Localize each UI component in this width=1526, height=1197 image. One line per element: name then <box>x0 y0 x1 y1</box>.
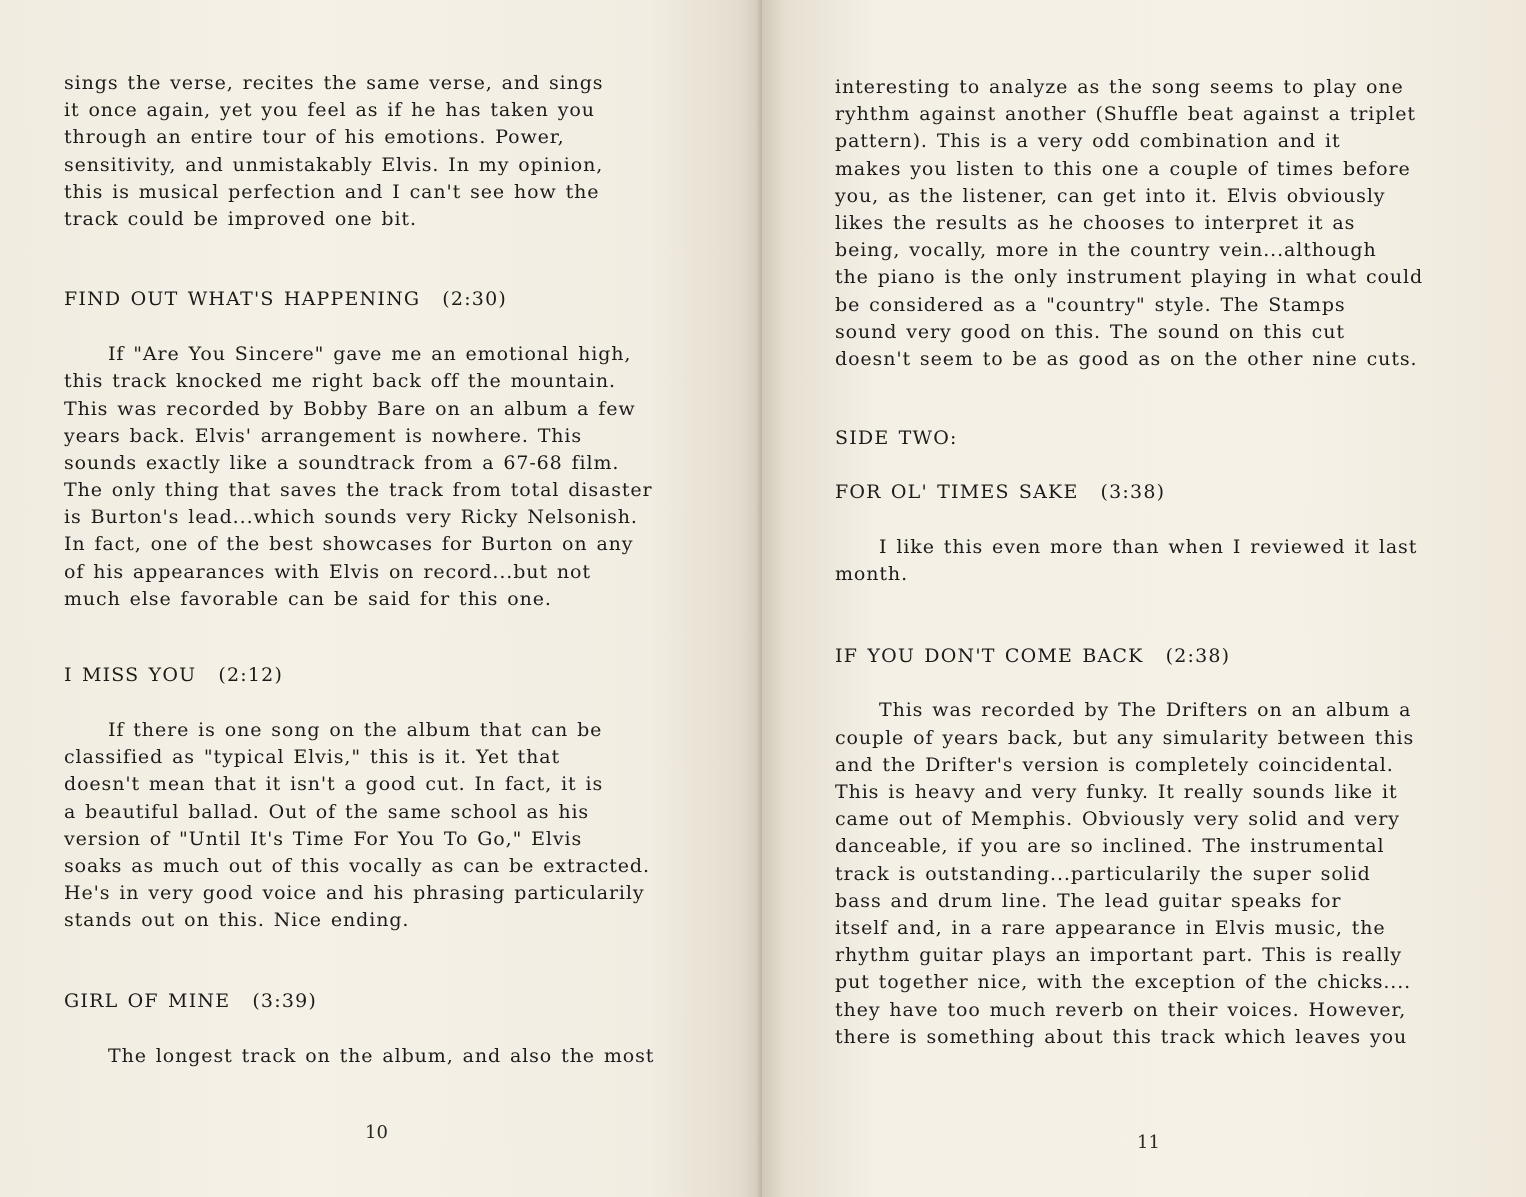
body-line: couple of years back, but any simularity between this <box>835 726 1415 749</box>
body-line: rhythm guitar plays an important part. This is really <box>835 944 1403 967</box>
body-line: stands out on this. Nice ending. <box>64 909 410 932</box>
body-line: being, vocally, more in the country vein...although <box>835 239 1377 262</box>
song-title: GIRL OF MINE <box>64 989 231 1012</box>
body-line: soaks as much out of this vocally as can be extracted. <box>64 854 650 877</box>
body-line: interesting to analyze as the song seems to play one <box>835 76 1404 98</box>
body-line: track is outstanding...particularily the super solid <box>835 862 1371 885</box>
body-line: be considered as a "country" style. The Stamps <box>835 293 1346 316</box>
body-line: itself and, in a rare appearance in Elvis music, the <box>835 916 1386 939</box>
song-duration: (3:38) <box>1100 481 1166 504</box>
body-line: If there is one song on the album that can be <box>108 719 603 741</box>
body-line: The longest track on the album, and also the most <box>108 1044 655 1067</box>
song-heading-find-out-whats-happening <box>64 286 654 313</box>
body-line: sounds exactly like a soundtrack from a 67-68 film. <box>64 451 620 474</box>
body-line: this is musical perfection and I can't see how the <box>64 180 600 203</box>
song-heading-girl-of-mine <box>64 988 654 1015</box>
body-line: the piano is the only instrument playing in what could <box>835 266 1424 289</box>
body-line: of his appearances with Elvis on record...but not <box>64 560 591 583</box>
song-heading-if-you-dont-come-back <box>835 643 1423 670</box>
body-line: they have too much reverb on their voices. However, <box>835 998 1407 1021</box>
song-heading-i-miss-you <box>64 662 654 689</box>
body-line: years back. Elvis' arrangement is nowhere. This <box>64 424 583 447</box>
song-duration: (3:39) <box>252 989 318 1012</box>
page-number: 10 <box>365 1122 388 1143</box>
song-duration: (2:30) <box>442 288 507 311</box>
body-line: sings the verse, recites the same verse, and sings <box>64 72 604 94</box>
body-line: likes the results as he chooses to interpret it as <box>835 211 1356 234</box>
body-line: you, as the listener, can get into it. Elvis obviously <box>835 184 1386 207</box>
body-line: this track knocked me right back off the mountain. <box>64 370 616 393</box>
song-title: FIND OUT WHAT'S HAPPENING <box>64 288 421 311</box>
body-line: much else favorable can be said for this one. <box>64 587 552 610</box>
body-line: This was recorded by The Drifters on an album a <box>879 699 1412 722</box>
body-line: pattern). This is a very odd combination and it <box>835 130 1341 153</box>
song-title: I MISS YOU <box>64 664 197 686</box>
body-line: month. <box>835 563 909 586</box>
body-line: danceable, if you are so inclined. The instrumental <box>835 835 1385 858</box>
body-line: it once again, yet you feel as if he has taken you <box>64 99 595 122</box>
body-line: doesn't seem to be as good as on the other nine cuts. <box>835 347 1418 370</box>
body-line: In fact, one of the best showcases for Burton on any <box>64 533 634 556</box>
body-line: is Burton's lead...which sounds very Ricky Nelsonish. <box>64 506 638 529</box>
right-page <box>762 0 1526 1197</box>
left-page-text <box>64 70 654 1070</box>
body-line: through an entire tour of his emotions. Power, <box>64 126 565 149</box>
left-page <box>0 0 762 1197</box>
body-line: I like this even more than when I reviewed it last <box>879 536 1418 559</box>
body-line: a beautiful ballad. Out of the same school as his <box>64 800 590 823</box>
body-line: classified as "typical Elvis," this is it. Yet that <box>64 746 560 769</box>
body-line: This was recorded by Bobby Bare on an album a few <box>64 397 636 420</box>
body-line: put together nice, with the exception of the chicks.... <box>835 971 1412 994</box>
song-title: IF YOU DON'T COME BACK <box>835 645 1144 668</box>
song-title: FOR OL' TIMES SAKE <box>835 481 1079 504</box>
body-line: came out of Memphis. Obviously very solid and very <box>835 808 1400 831</box>
body-line: bass and drum line. The lead guitar speaks for <box>835 889 1342 912</box>
body-line: sound very good on this. The sound on this cut <box>835 320 1345 343</box>
body-line: He's in very good voice and his phrasing particularily <box>64 882 645 905</box>
right-page-text <box>835 74 1423 1051</box>
body-line: If "Are You Sincere" gave me an emotional high, <box>108 343 632 366</box>
body-line: This is heavy and very funky. It really sounds like it <box>835 781 1398 803</box>
song-duration: (2:38) <box>1165 645 1231 668</box>
body-line: track could be improved one bit. <box>64 207 417 230</box>
body-line: The only thing that saves the track from total disaster <box>64 479 653 502</box>
song-duration: (2:12) <box>218 664 284 686</box>
body-line: there is something about this track which leaves you <box>835 1025 1408 1048</box>
body-line: makes you listen to this one a couple of times before <box>835 157 1411 180</box>
body-line: version of "Until It's Time For You To Go," Elvis <box>64 827 583 850</box>
page-number: 11 <box>1137 1132 1160 1153</box>
song-heading-for-ol-times-sake <box>835 479 1423 506</box>
body-line: doesn't mean that it isn't a good cut. In fact, it is <box>64 773 604 796</box>
body-line: and the Drifter's version is completely coincidental. <box>835 753 1394 776</box>
body-line: ryhthm against another (Shuffle beat against a triplet <box>835 103 1416 126</box>
section-heading-side-two: SIDE TWO: <box>835 427 958 450</box>
body-line: sensitivity, and unmistakably Elvis. In my opinion, <box>64 153 604 176</box>
